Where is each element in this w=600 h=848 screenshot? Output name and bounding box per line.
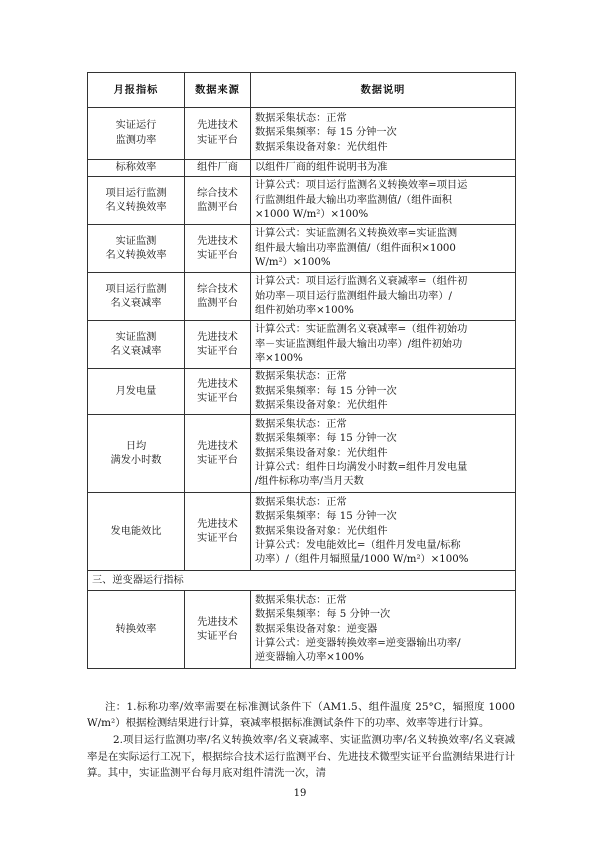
table-row xyxy=(88,108,516,160)
note-1: 注：1.标称功率/效率需要在标准测试条件下（AM1.5、组件温度 25°C，辐照度 1000 W/m²）根据检测结果进行计算，衰减率根据标准测试条件下的功率、效率等进行计算。 xyxy=(87,701,515,730)
cell-line: ×1000 W/m²）×100% xyxy=(255,208,369,220)
cell-line: 实证平台 xyxy=(197,134,238,146)
description-cell xyxy=(251,415,516,493)
indicator-cell xyxy=(88,108,185,160)
cell-line: 实证平台 xyxy=(197,345,238,357)
cell-line: 组件厂商 xyxy=(197,162,238,173)
page-number: 19 xyxy=(293,788,307,799)
indicator-cell xyxy=(88,493,185,571)
cell-line: 综合技术 xyxy=(197,187,238,199)
cell-line: 标称效率 xyxy=(115,162,157,173)
source-cell xyxy=(185,108,251,160)
cell-line: 行监测组件最大输出功率监测值/（组件面积 xyxy=(255,194,452,206)
table-row xyxy=(88,493,516,571)
cell-line: 计算公式：组件日均满发小时数=组件月发电量 xyxy=(255,461,468,473)
description-cell xyxy=(251,591,516,669)
cell-line: 数据采集频率：每 15 分钟一次 xyxy=(255,127,397,139)
cell-line: 转换效率 xyxy=(115,623,157,635)
cell-line: 满发小时数 xyxy=(110,454,162,466)
indicator-cell xyxy=(88,177,185,225)
description-cell xyxy=(251,273,516,321)
header-source: 数据来源 xyxy=(185,73,251,108)
source-cell xyxy=(185,369,251,415)
cell-line: 先进技术 xyxy=(197,440,238,452)
table-row xyxy=(88,321,516,369)
table-row xyxy=(88,591,516,669)
description-cell xyxy=(251,493,516,571)
note-2: 2.项目运行监测功率/名义转换效率/名义衰减率、实证监测功率/名义转换效率/名义衰减率是在实际运行工况下，根据综合技术运行监测平台、先进技术微型实证平台监测结果进行计算。其中，实证监测平台每月底对组件清洗一次，清 xyxy=(87,734,515,779)
cell-line: 发电能效比 xyxy=(110,525,162,537)
cell-line: 监测平台 xyxy=(197,201,238,213)
cell-line: 计算公式：实证监测名义转换效率=实证监测 xyxy=(255,228,458,240)
table-row xyxy=(88,415,516,493)
indicator-cell xyxy=(88,160,185,177)
table-row xyxy=(88,225,516,273)
source-cell xyxy=(185,493,251,571)
source-cell xyxy=(185,321,251,369)
indicator-cell xyxy=(88,321,185,369)
cell-line: 数据采集设备对象：逆变器 xyxy=(255,623,378,635)
description-cell xyxy=(251,160,516,177)
cell-line: 实证平台 xyxy=(197,630,238,642)
indicator-cell xyxy=(88,415,185,493)
source-cell xyxy=(185,225,251,273)
table-row xyxy=(88,160,516,177)
cell-line: 先进技术 xyxy=(197,616,238,628)
cell-line: 数据采集设备对象：光伏组件 xyxy=(255,399,388,411)
indicator-table xyxy=(87,72,516,669)
table-row xyxy=(88,369,516,415)
source-cell xyxy=(185,415,251,493)
cell-line: 数据采集频率：每 15 分钟一次 xyxy=(255,511,397,523)
cell-line: 项目运行监测 xyxy=(105,283,167,295)
cell-line: 计算公式：项目运行监测名义转换效率=项目运 xyxy=(255,180,468,192)
table-row xyxy=(88,273,516,321)
cell-line: /组件标称功率/当月天数 xyxy=(255,476,364,487)
cell-line: 数据采集设备对象：光伏组件 xyxy=(255,447,388,459)
cell-line: 始功率－项目运行监测组件最大输出功率）/ xyxy=(255,290,452,302)
header-indicator: 月报指标 xyxy=(88,73,185,108)
cell-line: 项目运行监测 xyxy=(105,187,167,199)
table-header-row xyxy=(88,73,516,108)
cell-line: 实证监测 xyxy=(115,331,157,343)
cell-line: 数据采集频率：每 15 分钟一次 xyxy=(255,385,397,397)
cell-line: 监测平台 xyxy=(197,297,238,309)
cell-line: 数据采集状态：正常 xyxy=(255,371,347,383)
cell-line: 率×100% xyxy=(255,352,303,364)
cell-line: 以组件厂商的组件说明书为准 xyxy=(255,162,388,173)
cell-line: 计算公式：发电能效比=（组件月发电量/标称 xyxy=(255,539,461,551)
indicator-cell xyxy=(88,225,185,273)
cell-line: 实证平台 xyxy=(197,249,238,261)
cell-line: 实证平台 xyxy=(197,454,238,466)
indicator-cell xyxy=(88,591,185,669)
description-cell xyxy=(251,369,516,415)
cell-line: 先进技术 xyxy=(197,235,238,247)
header-description: 数据说明 xyxy=(251,73,516,108)
cell-line: 数据采集状态：正常 xyxy=(255,497,347,509)
cell-line: 先进技术 xyxy=(197,120,238,132)
cell-line: 计算公式：逆变器转换效率=逆变器输出功率/ xyxy=(255,637,461,649)
cell-line: 名义衰减率 xyxy=(110,297,162,309)
cell-line: W/m²）×100% xyxy=(255,256,331,268)
cell-line: 实证监测 xyxy=(115,235,157,247)
cell-line: 实证平台 xyxy=(197,532,238,544)
cell-line: 实证运行 xyxy=(115,120,157,132)
source-cell xyxy=(185,177,251,225)
cell-line: 数据采集设备对象：光伏组件 xyxy=(255,141,388,153)
section-row xyxy=(88,571,516,591)
indicator-cell xyxy=(88,369,185,415)
cell-line: 率－实证监测组件最大输出功率）/组件初始功 xyxy=(255,338,463,350)
cell-line: 实证平台 xyxy=(197,392,238,404)
description-cell xyxy=(251,321,516,369)
cell-line: 计算公式：实证监测名义衰减率=（组件初始功 xyxy=(255,324,468,336)
cell-line: 监测功率 xyxy=(115,134,157,146)
cell-line: 数据采集频率：每 15 分钟一次 xyxy=(255,433,397,445)
cell-line: 数据采集状态：正常 xyxy=(255,419,347,431)
cell-line: 先进技术 xyxy=(197,378,238,390)
indicator-cell xyxy=(88,273,185,321)
table-row xyxy=(88,177,516,225)
cell-line: 数据采集频率：每 5 分钟一次 xyxy=(255,609,391,621)
cell-line: 逆变器输入功率×100% xyxy=(255,652,364,663)
cell-line: 计算公式：项目运行监测名义衰减率=（组件初 xyxy=(255,276,468,288)
cell-line: 日均 xyxy=(125,440,147,452)
source-cell xyxy=(185,273,251,321)
cell-line: 功率）/（组件月辐照量/1000 W/m²）×100% xyxy=(255,554,469,565)
source-cell xyxy=(185,160,251,177)
cell-line: 综合技术 xyxy=(197,283,238,295)
cell-line: 名义衰减率 xyxy=(110,345,162,357)
cell-line: 名义转换效率 xyxy=(105,201,167,213)
cell-line: 数据采集状态：正常 xyxy=(255,595,347,607)
notes-section xyxy=(87,699,515,781)
description-cell xyxy=(251,225,516,273)
cell-line: 月发电量 xyxy=(115,385,157,397)
cell-line: 组件初始功率×100% xyxy=(255,304,354,316)
source-cell xyxy=(185,591,251,669)
section-title: 三、逆变器运行指标 xyxy=(88,571,516,591)
description-cell xyxy=(251,177,516,225)
cell-line: 组件最大输出功率监测值/（组件面积×1000 xyxy=(255,242,456,254)
cell-line: 先进技术 xyxy=(197,518,238,530)
cell-line: 名义转换效率 xyxy=(105,249,167,261)
description-cell xyxy=(251,108,516,160)
cell-line: 先进技术 xyxy=(197,331,238,343)
cell-line: 数据采集设备对象：光伏组件 xyxy=(255,525,388,537)
cell-line: 数据采集状态：正常 xyxy=(255,113,347,125)
